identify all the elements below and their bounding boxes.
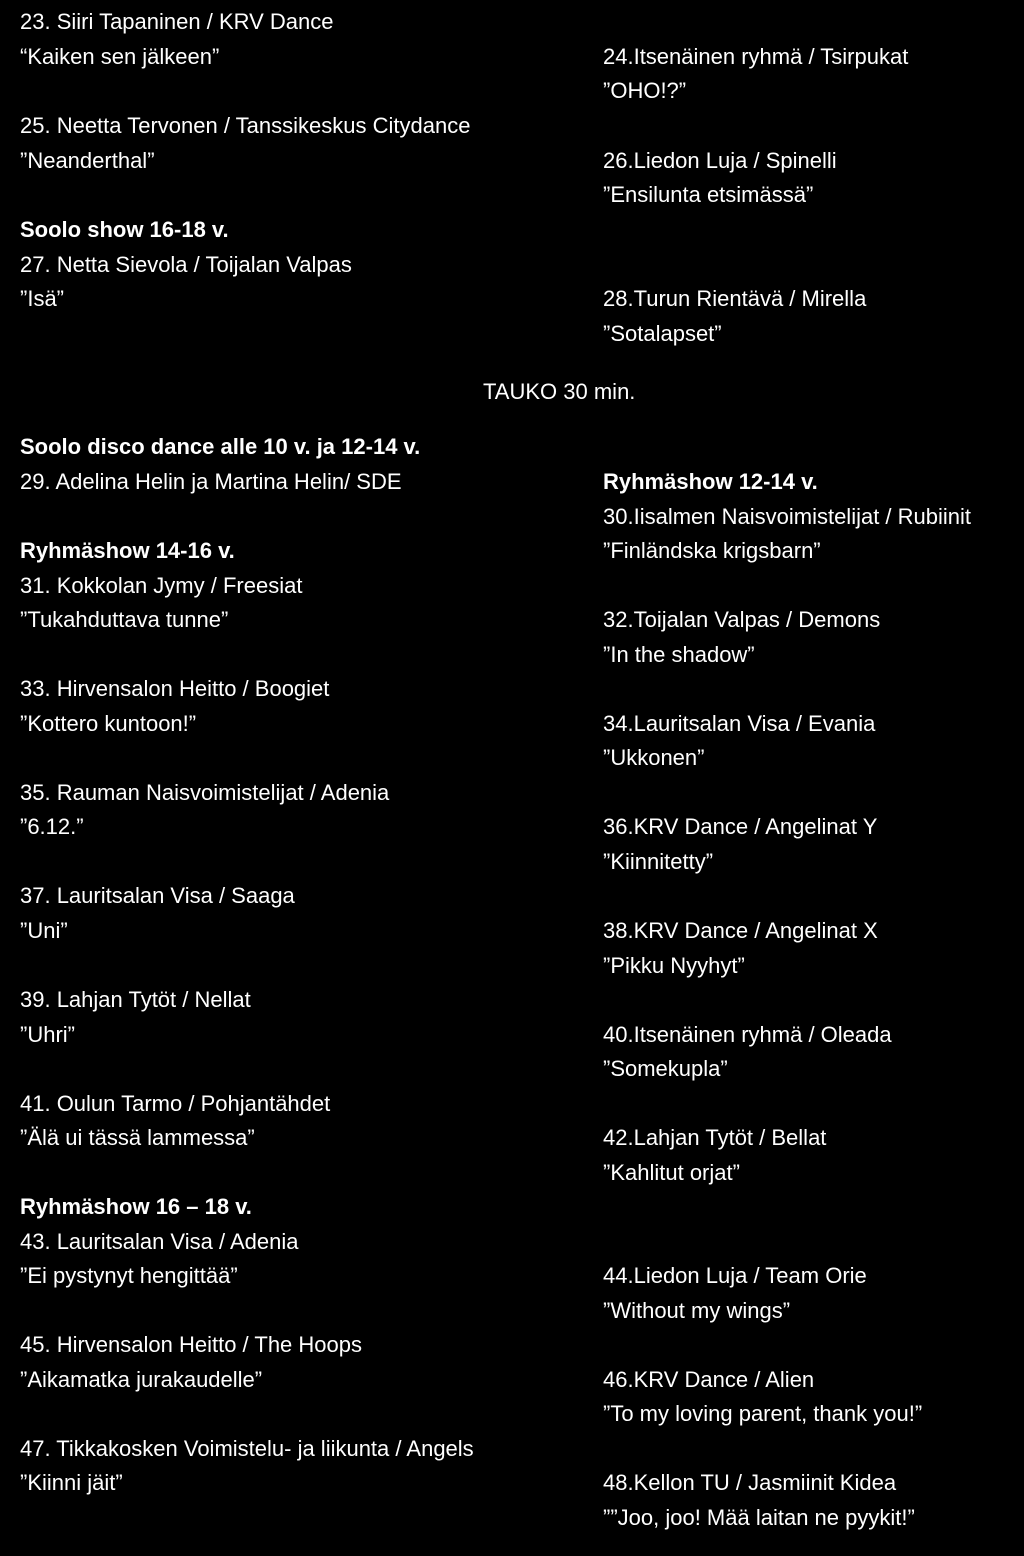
entry-27-title: ”Isä”	[20, 286, 64, 311]
entry-44-act: 44.Liedon Luja / Team Orie	[603, 1263, 867, 1288]
entry-27-act: 27. Netta Sievola / Toijalan Valpas	[20, 252, 352, 277]
entry-42-act: 42.Lahjan Tytöt / Bellat	[603, 1125, 827, 1150]
entry-41-title: ”Älä ui tässä lammessa”	[20, 1125, 255, 1150]
entry-35-act: 35. Rauman Naisvoimistelijat / Adenia	[20, 780, 390, 805]
entry-26-act: 26.Liedon Luja / Spinelli	[603, 148, 837, 173]
entry-24-act: 24.Itsenäinen ryhmä / Tsirpukat	[603, 44, 909, 69]
entry-45-act: 45. Hirvensalon Heitto / The Hoops	[20, 1332, 362, 1357]
entry-44-title: ”Without my wings”	[603, 1298, 791, 1323]
entry-41-act: 41. Oulun Tarmo / Pohjantähdet	[20, 1091, 331, 1116]
entry-47-act: 47. Tikkakosken Voimistelu- ja liikunta / Angels	[20, 1436, 474, 1461]
entry-48-act: 48.Kellon TU / Jasmiinit Kidea	[603, 1470, 897, 1495]
category-ryhmashow-14-16: Ryhmäshow 14-16 v.	[20, 538, 235, 563]
break-label: TAUKO 30 min.	[483, 379, 636, 404]
entry-34-act: 34.Lauritsalan Visa / Evania	[603, 711, 876, 736]
entry-24-title: ”OHO!?”	[603, 78, 687, 103]
entry-30-act: 30.Iisalmen Naisvoimistelijat / Rubiinit	[603, 504, 972, 529]
entry-46-act: 46.KRV Dance / Alien	[603, 1367, 815, 1392]
entry-26-title: ”Ensilunta etsimässä”	[603, 182, 814, 207]
entry-31-act: 31. Kokkolan Jymy / Freesiat	[20, 573, 303, 598]
entry-47-title: ”Kiinni jäit”	[20, 1470, 123, 1495]
entry-48-title: ””Joo, joo! Mää laitan ne pyykit!”	[603, 1505, 915, 1530]
entry-28-title: ”Sotalapset”	[603, 321, 722, 346]
entry-40-title: ”Somekupla”	[603, 1056, 728, 1081]
entry-25-act: 25. Neetta Tervonen / Tanssikeskus Citydance	[20, 113, 471, 138]
entry-45-title: ”Aikamatka jurakaudelle”	[20, 1367, 263, 1392]
entry-33-act: 33. Hirvensalon Heitto / Boogiet	[20, 676, 330, 701]
entry-43-title: ”Ei pystynyt hengittää”	[20, 1263, 238, 1288]
entry-29-act: 29. Adelina Helin ja Martina Helin/ SDE	[20, 469, 402, 494]
entry-28-act: 28.Turun Rientävä / Mirella	[603, 286, 867, 311]
entry-33-title: ”Kottero kuntoon!”	[20, 711, 197, 736]
category-soolo-disco: Soolo disco dance alle 10 v. ja 12-14 v.	[20, 434, 421, 459]
entry-31-title: ”Tukahduttava tunne”	[20, 607, 229, 632]
entry-46-title: ”To my loving parent, thank you!”	[603, 1401, 923, 1426]
entry-40-act: 40.Itsenäinen ryhmä / Oleada	[603, 1022, 892, 1047]
entry-35-title: ”6.12.”	[20, 814, 84, 839]
entry-39-title: ”Uhri”	[20, 1022, 75, 1047]
entry-38-act: 38.KRV Dance / Angelinat X	[603, 918, 878, 943]
entry-36-title: ”Kiinnitetty”	[603, 849, 714, 874]
entry-23-title: “Kaiken sen jälkeen”	[20, 44, 220, 69]
category-soolo-show: Soolo show 16-18 v.	[20, 217, 229, 242]
entry-25-title: ”Neanderthal”	[20, 148, 155, 173]
entry-32-act: 32.Toijalan Valpas / Demons	[603, 607, 881, 632]
category-ryhmashow-16-18: Ryhmäshow 16 – 18 v.	[20, 1194, 252, 1219]
category-ryhmashow-12-14: Ryhmäshow 12-14 v.	[603, 469, 818, 494]
entry-34-title: ”Ukkonen”	[603, 745, 705, 770]
entry-38-title: ”Pikku Nyyhyt”	[603, 953, 745, 978]
entry-37-act: 37. Lauritsalan Visa / Saaga	[20, 883, 295, 908]
entry-36-act: 36.KRV Dance / Angelinat Y	[603, 814, 878, 839]
entry-43-act: 43. Lauritsalan Visa / Adenia	[20, 1229, 299, 1254]
entry-42-title: ”Kahlitut orjat”	[603, 1160, 740, 1185]
entry-23-act: 23. Siiri Tapaninen / KRV Dance	[20, 9, 334, 34]
entry-37-title: ”Uni”	[20, 918, 68, 943]
entry-39-act: 39. Lahjan Tytöt / Nellat	[20, 987, 251, 1012]
entry-32-title: ”In the shadow”	[603, 642, 755, 667]
entry-30-title: ”Finländska krigsbarn”	[603, 538, 821, 563]
